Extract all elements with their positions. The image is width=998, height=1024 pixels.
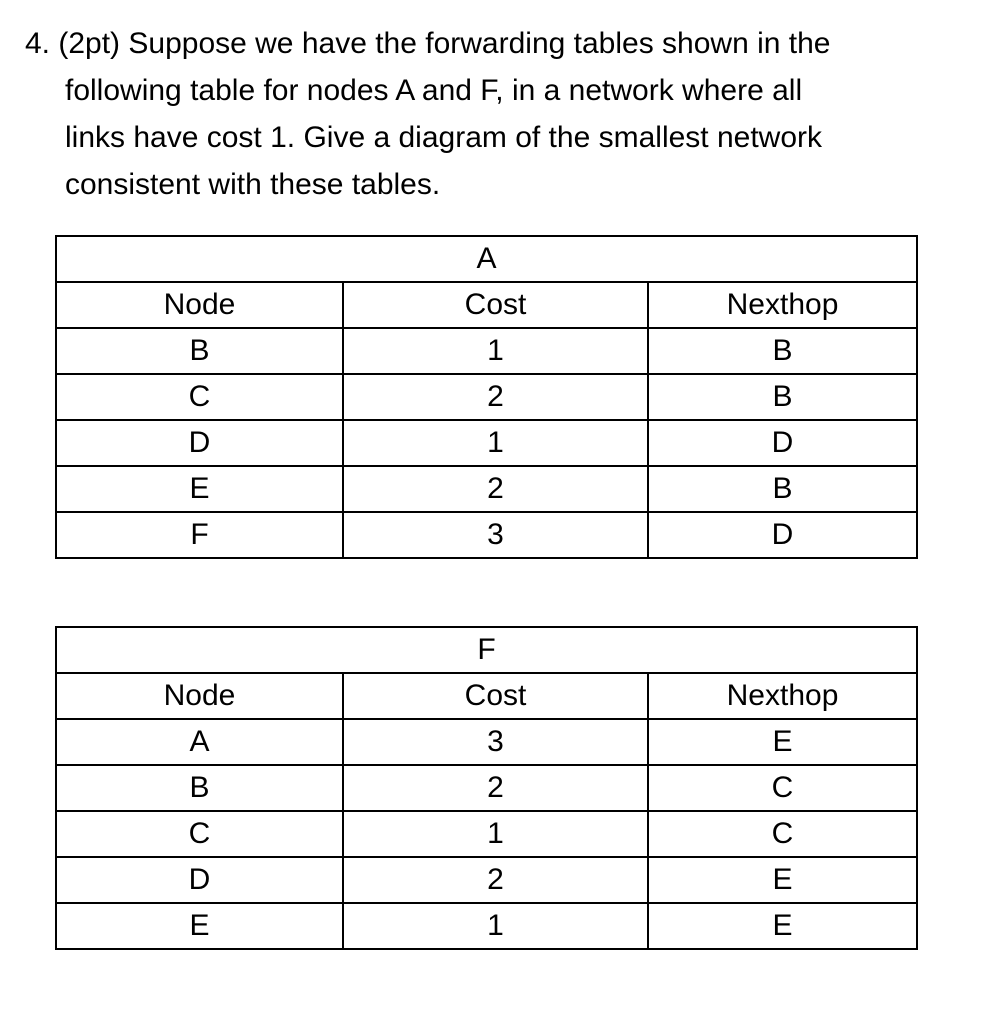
cell-node: D: [56, 420, 343, 466]
table-row: [56, 512, 917, 558]
table-row: [56, 374, 917, 420]
cell-nexthop: D: [648, 420, 917, 466]
cell-cost: 1: [343, 328, 648, 374]
cell-nexthop: B: [648, 374, 917, 420]
question-line: following table for nodes A and F, in a network where all: [65, 74, 803, 107]
cell-nexthop: C: [648, 811, 917, 857]
cell-cost: 2: [343, 765, 648, 811]
header-node: Node: [56, 673, 343, 719]
cell-nexthop: E: [648, 719, 917, 765]
cell-cost: 2: [343, 857, 648, 903]
forwarding-table-a: [55, 235, 918, 559]
cell-cost: 2: [343, 466, 648, 512]
cell-node: D: [56, 857, 343, 903]
cell-cost: 3: [343, 719, 648, 765]
cell-nexthop: B: [648, 328, 917, 374]
table-title-row: [56, 236, 917, 282]
cell-node: C: [56, 374, 343, 420]
table-row: [56, 857, 917, 903]
cell-nexthop: E: [648, 857, 917, 903]
cell-cost: 1: [343, 811, 648, 857]
table-row: [56, 903, 917, 949]
header-cost: Cost: [343, 673, 648, 719]
table-header-row: [56, 282, 917, 328]
table-header-row: [56, 673, 917, 719]
cell-node: C: [56, 811, 343, 857]
question-line: links have cost 1. Give a diagram of the smallest network: [65, 121, 823, 154]
cell-nexthop: B: [648, 466, 917, 512]
table-title-row: [56, 627, 917, 673]
header-node: Node: [56, 282, 343, 328]
cell-cost: 1: [343, 903, 648, 949]
header-nexthop: Nexthop: [648, 673, 917, 719]
table-row: [56, 719, 917, 765]
question-line: consistent with these tables.: [65, 168, 441, 201]
header-cost: Cost: [343, 282, 648, 328]
cell-nexthop: C: [648, 765, 917, 811]
table-row: [56, 466, 917, 512]
forwarding-table-f: [55, 626, 918, 950]
table-row: [56, 765, 917, 811]
question-line: 4. (2pt) Suppose we have the forwarding tables shown in the: [25, 27, 831, 60]
cell-node: E: [56, 466, 343, 512]
cell-node: B: [56, 328, 343, 374]
question-text: [25, 20, 985, 208]
cell-node: A: [56, 719, 343, 765]
cell-cost: 3: [343, 512, 648, 558]
cell-node: B: [56, 765, 343, 811]
cell-node: E: [56, 903, 343, 949]
cell-nexthop: E: [648, 903, 917, 949]
table-row: [56, 328, 917, 374]
table-title: F: [56, 627, 917, 673]
table-row: [56, 420, 917, 466]
table-row: [56, 811, 917, 857]
cell-nexthop: D: [648, 512, 917, 558]
cell-cost: 2: [343, 374, 648, 420]
cell-cost: 1: [343, 420, 648, 466]
header-nexthop: Nexthop: [648, 282, 917, 328]
table-title: A: [56, 236, 917, 282]
cell-node: F: [56, 512, 343, 558]
